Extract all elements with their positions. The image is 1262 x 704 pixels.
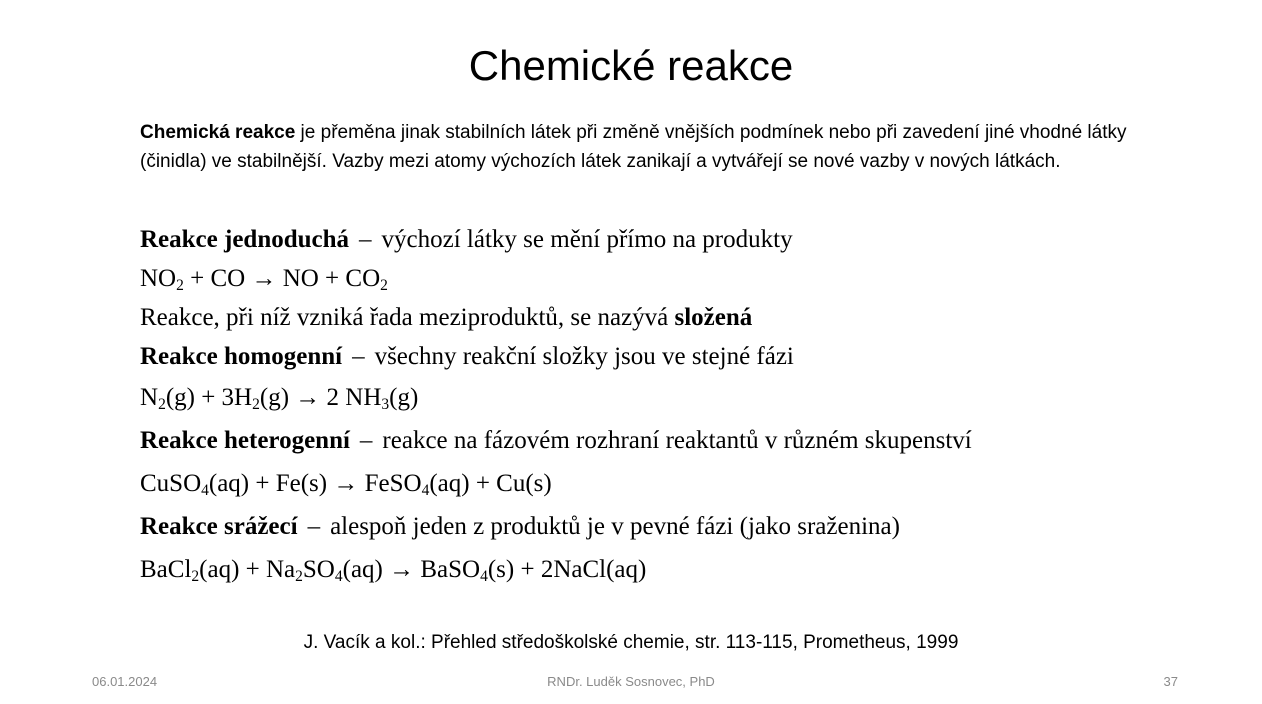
eq1-subscript: 2	[380, 276, 388, 294]
eq4-part: (s) + 2NaCl(aq)	[487, 556, 647, 583]
precipitation-reaction-heading: Reakce srážecí	[140, 513, 298, 540]
eq2-part: N	[140, 384, 159, 411]
simple-reaction-desc: výchozí látky se mění přímo na produkty	[381, 226, 793, 253]
eq4-subscript: 2	[295, 567, 303, 585]
footer-date: 06.01.2024	[92, 674, 158, 689]
eq2-part: (g) + 3H	[165, 384, 253, 411]
homogeneous-reaction-line	[140, 341, 794, 373]
heterogeneous-reaction-dash: –	[359, 427, 373, 454]
intro-paragraph	[140, 118, 1140, 176]
homogeneous-reaction-desc: všechny reakční složky jsou ve stejné fázi	[374, 343, 794, 370]
intro-text: je přeměna jinak stabilních látek při změně vnějších podmínek nebo při zavedení jiné vhodné látky (činidla) ve stabilnější. Vazby mezi atomy výchozích látek zanikají a vytvářejí se nové vazby v nových látkách.	[140, 122, 1127, 172]
eq4-part: (aq) → BaSO	[342, 556, 481, 583]
eq2-part: (g) → 2 NH	[259, 384, 382, 411]
eq3-subscript: 4	[201, 481, 209, 499]
eq1-part: NO	[140, 265, 177, 292]
precipitation-reaction-dash: –	[307, 513, 321, 540]
eq2-subscript: 2	[158, 395, 166, 413]
composite-reaction-term: složená	[674, 304, 753, 331]
eq3-part: (aq) + Cu(s)	[429, 470, 552, 497]
equation-homogeneous	[140, 382, 418, 414]
eq4-subscript: 4	[334, 567, 343, 585]
eq2-subscript: 3	[381, 395, 390, 413]
eq3-part: (aq) + Fe(s) → FeSO	[208, 470, 422, 497]
composite-reaction-line	[140, 302, 752, 334]
simple-reaction-dash: –	[359, 226, 372, 253]
eq1-subscript: 2	[176, 276, 184, 294]
eq2-part: (g)	[389, 384, 419, 411]
equation-heterogeneous	[140, 468, 552, 500]
eq1-part: + CO → NO + CO	[183, 265, 381, 292]
intro-term: Chemická reakce	[140, 122, 296, 143]
composite-reaction-text: Reakce, při níž vzniká řada meziproduktů, se nazývá	[140, 304, 675, 331]
homogeneous-reaction-heading: Reakce homogenní	[140, 343, 343, 370]
simple-reaction-heading: Reakce jednoduchá	[140, 226, 350, 253]
slide-title: Chemické reakce	[468, 42, 794, 89]
reference-citation: J. Vacík a kol.: Přehled středoškolské chemie, str. 113-115, Prometheus, 1999	[303, 632, 959, 653]
precipitation-reaction-desc: alespoň jeden z produktů je v pevné fázi (jako sraženina)	[330, 513, 900, 540]
eq4-part: BaCl	[140, 556, 192, 583]
eq4-part: SO	[302, 556, 335, 583]
equation-simple	[140, 263, 388, 295]
equation-precipitation	[140, 554, 646, 586]
eq4-part: (aq) + Na	[199, 556, 296, 583]
eq4-subscript: 4	[480, 567, 488, 585]
footer-author: RNDr. Luděk Sosnovec, PhD	[547, 674, 715, 689]
eq4-subscript: 2	[191, 567, 200, 585]
heterogeneous-reaction-heading: Reakce heterogenní	[140, 427, 350, 454]
heterogeneous-reaction-desc: reakce na fázovém rozhraní reaktantů v různém skupenství	[382, 427, 972, 454]
simple-reaction-line	[140, 224, 793, 256]
eq3-subscript: 4	[421, 481, 430, 499]
eq2-subscript: 2	[252, 395, 260, 413]
homogeneous-reaction-dash: –	[352, 343, 365, 370]
heterogeneous-reaction-line	[140, 425, 972, 457]
precipitation-reaction-line	[140, 511, 900, 543]
eq3-part: CuSO	[140, 470, 202, 497]
footer-page-number: 37	[1163, 674, 1178, 689]
